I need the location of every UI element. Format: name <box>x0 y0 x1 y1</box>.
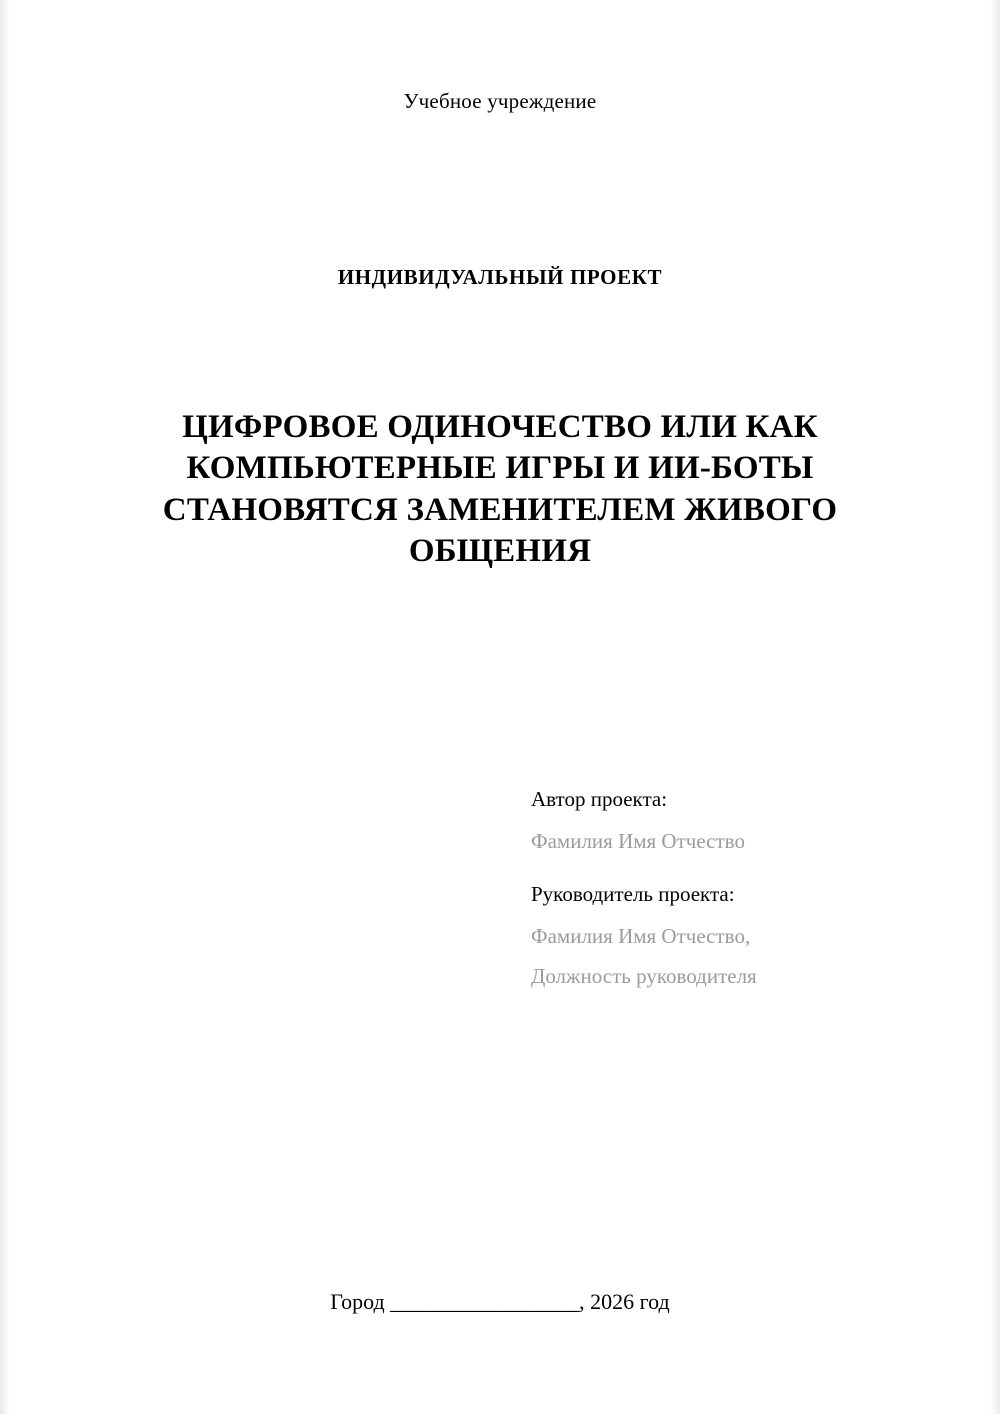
city-blank-line: __________________ <box>390 1289 580 1314</box>
page-title: ЦИФРОВОЕ ОДИНОЧЕСТВО ИЛИ КАК КОМПЬЮТЕРНЫЕ ИГРЫ И ИИ-БОТЫ СТАНОВЯТСЯ ЗАМЕНИТЕЛЕМ ЖИВОГО ОБЩЕНИЯ <box>162 409 838 569</box>
supervisor-position-value: Должность руководителя <box>531 964 757 988</box>
institution-name: Учебное учреждение <box>403 89 597 113</box>
supervisor-label: Руководитель проекта: <box>531 881 735 906</box>
city-label: Город <box>330 1289 385 1314</box>
credits-block <box>531 786 931 1015</box>
year-label: , 2026 год <box>579 1289 670 1314</box>
author-block <box>531 786 931 855</box>
supervisor-block <box>531 881 931 990</box>
supervisor-name-value: Фамилия Имя Отчество, <box>531 923 751 948</box>
author-label: Автор проекта: <box>531 787 668 811</box>
author-value: Фамилия Имя Отчество <box>531 829 745 854</box>
footer-line <box>0 1289 1000 1315</box>
document-type: ИНДИВИДУАЛЬНЫЙ ПРОЕКТ <box>337 265 663 289</box>
